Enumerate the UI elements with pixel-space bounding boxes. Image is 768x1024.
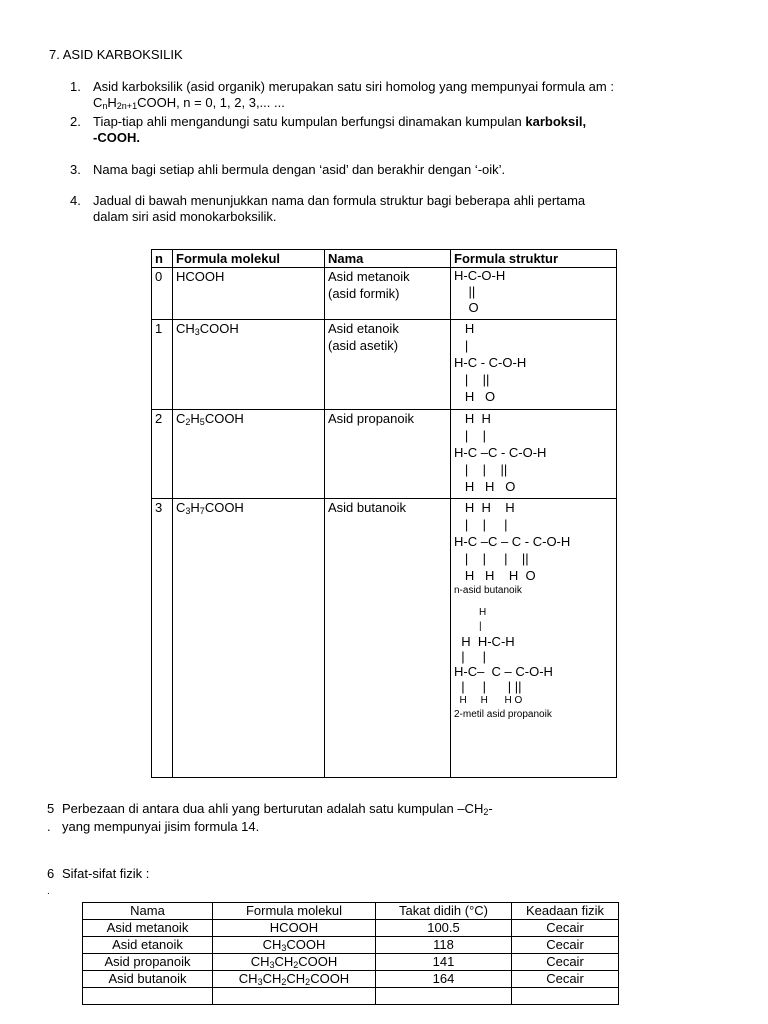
cell-name: Asid propanoik: [83, 954, 213, 971]
item-2-text: Tiap-tiap ahli mengandungi satu kumpulan berfungsi dinamakan kumpulan karboksil,: [93, 114, 587, 129]
item-4-text-line2: dalam siri asid monokarboksilik.: [93, 209, 277, 224]
item-3-text: Nama bagi setiap ahli bermula dengan ‘asid’ dan berakhir dengan ‘-oik’.: [93, 162, 506, 177]
item-4-text-line1: Jadual di bawah menunjukkan nama dan formula struktur bagi beberapa ahli pertama: [93, 193, 586, 208]
cell-name: Asid metanoik (asid formik): [325, 268, 451, 320]
header-structure: Formula struktur: [451, 250, 617, 268]
cell-formula: $C_3H_7COOH$: [173, 499, 325, 778]
cell-formula: $CH_3COOH$: [213, 937, 376, 954]
cell-formula: HCOOH: [213, 920, 376, 937]
header-boiling-point: Takat didih (°C): [376, 903, 512, 920]
table-header-row: [83, 903, 619, 920]
item-6-text: Sifat-sifat fizik :: [62, 866, 150, 881]
structure-caption: 2-metil asid propanoik: [454, 709, 552, 720]
item-3-number: 3.: [70, 162, 81, 177]
table-row: [152, 320, 617, 410]
table-row: [152, 410, 617, 499]
item-5-line1: Perbezaan di antara dua ahli yang berturutan adalah satu kumpulan $-CH_2-$: [62, 801, 493, 817]
header-name: Nama: [83, 903, 213, 920]
cell-name: Asid metanoik: [83, 920, 213, 937]
cell-formula: $CH_3COOH$: [173, 320, 325, 410]
cell-boiling-point: 118: [376, 937, 512, 954]
cell-boiling-point: 164: [376, 971, 512, 988]
table-row: [83, 920, 619, 937]
structure-caption: n-asid butanoik: [454, 585, 522, 596]
cell-n: 1: [152, 320, 173, 410]
item-5-number: 5: [47, 801, 55, 816]
cell-structure: H-C-O-H || O: [451, 268, 617, 320]
cell-state: Cecair: [512, 920, 619, 937]
item-4-number: 4.: [70, 193, 81, 208]
item-5-dot: .: [47, 819, 51, 834]
item-5-line2: yang mempunyai jisim formula 14.: [62, 819, 260, 834]
table-row: [83, 971, 619, 988]
item-2-number: 2.: [70, 114, 81, 129]
table-row: [83, 954, 619, 971]
section-heading: 7. ASID KARBOKSILIK: [49, 47, 183, 62]
header-formula: Formula molekul: [173, 250, 325, 268]
cell-name: Asid butanoik: [83, 971, 213, 988]
cell-name: Asid etanoik: [83, 937, 213, 954]
cell-boiling-point: 141: [376, 954, 512, 971]
item-1-number: 1.: [70, 79, 81, 94]
cell-name: Asid propanoik: [325, 410, 451, 499]
item-6-dot: .: [47, 886, 50, 897]
cell-n: 0: [152, 268, 173, 320]
cell-boiling-point: 100.5: [376, 920, 512, 937]
physical-properties-table: [82, 902, 619, 1005]
cell-state: Cecair: [512, 937, 619, 954]
table-row-empty: [83, 988, 619, 1005]
item-2-cooh: -COOH.: [93, 130, 140, 145]
homolog-table: [151, 249, 617, 778]
cell-formula: $CH_3CH_2COOH$: [213, 954, 376, 971]
table-header-row: [152, 250, 617, 268]
cell-formula: HCOOH: [173, 268, 325, 320]
item-1-text: Asid karboksilik (asid organik) merupakan satu siri homolog yang mempunyai formula am :: [93, 79, 614, 94]
cell-name: Asid etanoik (asid asetik): [325, 320, 451, 410]
cell-name: Asid butanoik: [325, 499, 451, 778]
header-name: Nama: [325, 250, 451, 268]
cell-formula: $C_2H_5COOH$: [173, 410, 325, 499]
table-row: [152, 499, 617, 778]
cell-structure: H H H | | | H-C –C – C - C-O-H | | | || H H H O n-asid butanoik H | H H-C-H | | H-C– C – C-O-H | | | || H H H O 2-metil asid propanoik: [451, 499, 617, 778]
cell-n: 2: [152, 410, 173, 499]
cell-formula: $CH_3CH_2CH_2COOH$: [213, 971, 376, 988]
cell-state: Cecair: [512, 971, 619, 988]
item-1-formula: $C_nH_{2n+1}COOH$, n = 0, 1, 2, 3,... ...: [93, 95, 285, 111]
table-row: [152, 268, 617, 320]
header-formula: Formula molekul: [213, 903, 376, 920]
cell-n: 3: [152, 499, 173, 778]
cell-structure: H H | | H-C –C - C-O-H | | || H H O: [451, 410, 617, 499]
item-6-number: 6: [47, 866, 55, 881]
cell-structure: H | H-C - C-O-H | || H O: [451, 320, 617, 410]
header-n: n: [152, 250, 173, 268]
cell-state: Cecair: [512, 954, 619, 971]
table-row: [83, 937, 619, 954]
header-state: Keadaan fizik: [512, 903, 619, 920]
